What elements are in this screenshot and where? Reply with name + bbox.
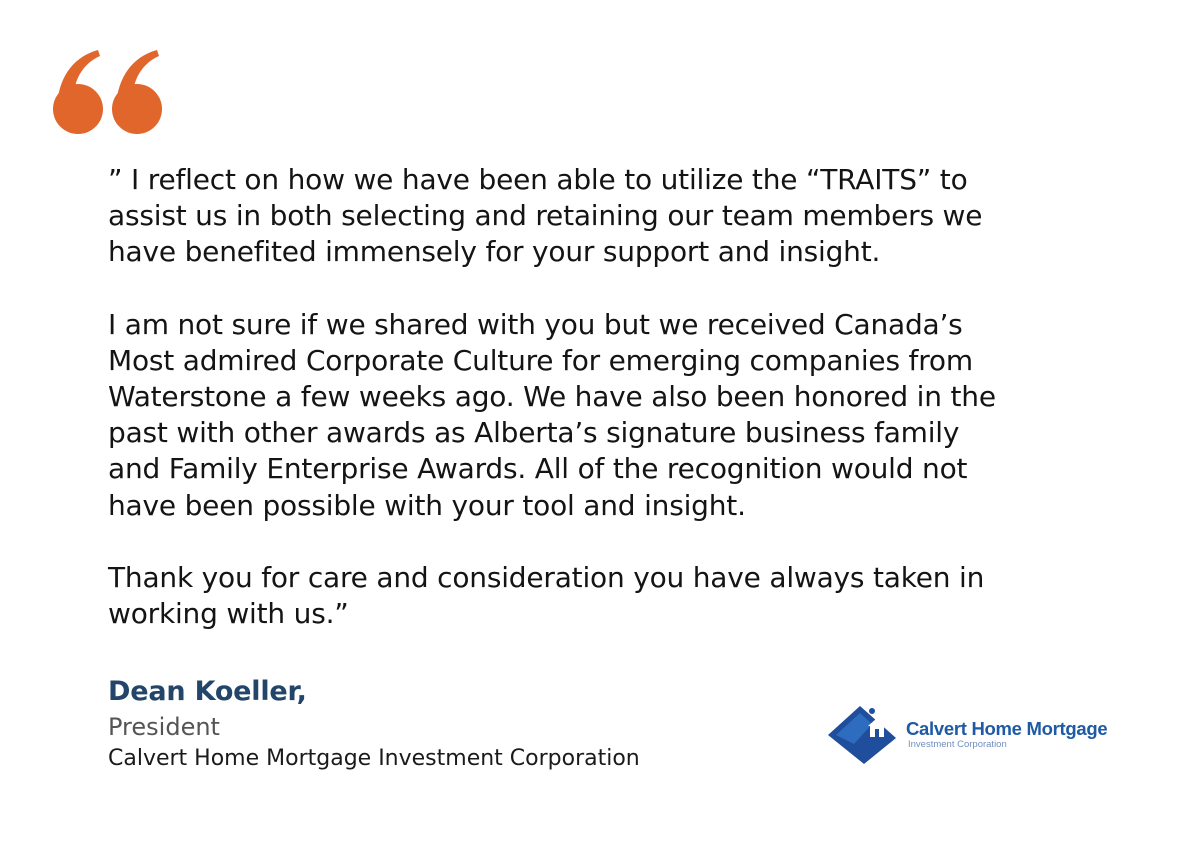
quote-paragraph-3: Thank you for care and consideration you have always taken in working with us.”	[108, 560, 985, 631]
testimonial-quote	[108, 162, 1108, 668]
house-logo-icon	[826, 700, 906, 770]
logo-name: Calvert Home Mortgage	[906, 718, 1108, 739]
quote-paragraph-2: I am not sure if we shared with you but we received Canada’s Most admired Corporate Culture for emerging companies from Waterstone a few weeks ago. We have also been honored in the past with other awards as Alberta’s signature business family and Family Enterprise Awards. All of the recognition would not have been possible with your tool and insight.	[108, 307, 996, 522]
quote-paragraph-1: ” I reflect on how we have been able to utilize the “TRAITS” to assist us in both selecting and retaining our team members we have benefited immensely for your support and insight.	[108, 163, 983, 269]
author-title: President	[108, 713, 220, 741]
author-company: Calvert Home Mortgage Investment Corporation	[108, 746, 640, 771]
author-name: Dean Koeller,	[108, 676, 307, 707]
company-logo	[826, 700, 1126, 770]
quote-mark-icon	[50, 48, 170, 138]
logo-subtitle: Investment Corporation	[908, 739, 1007, 750]
